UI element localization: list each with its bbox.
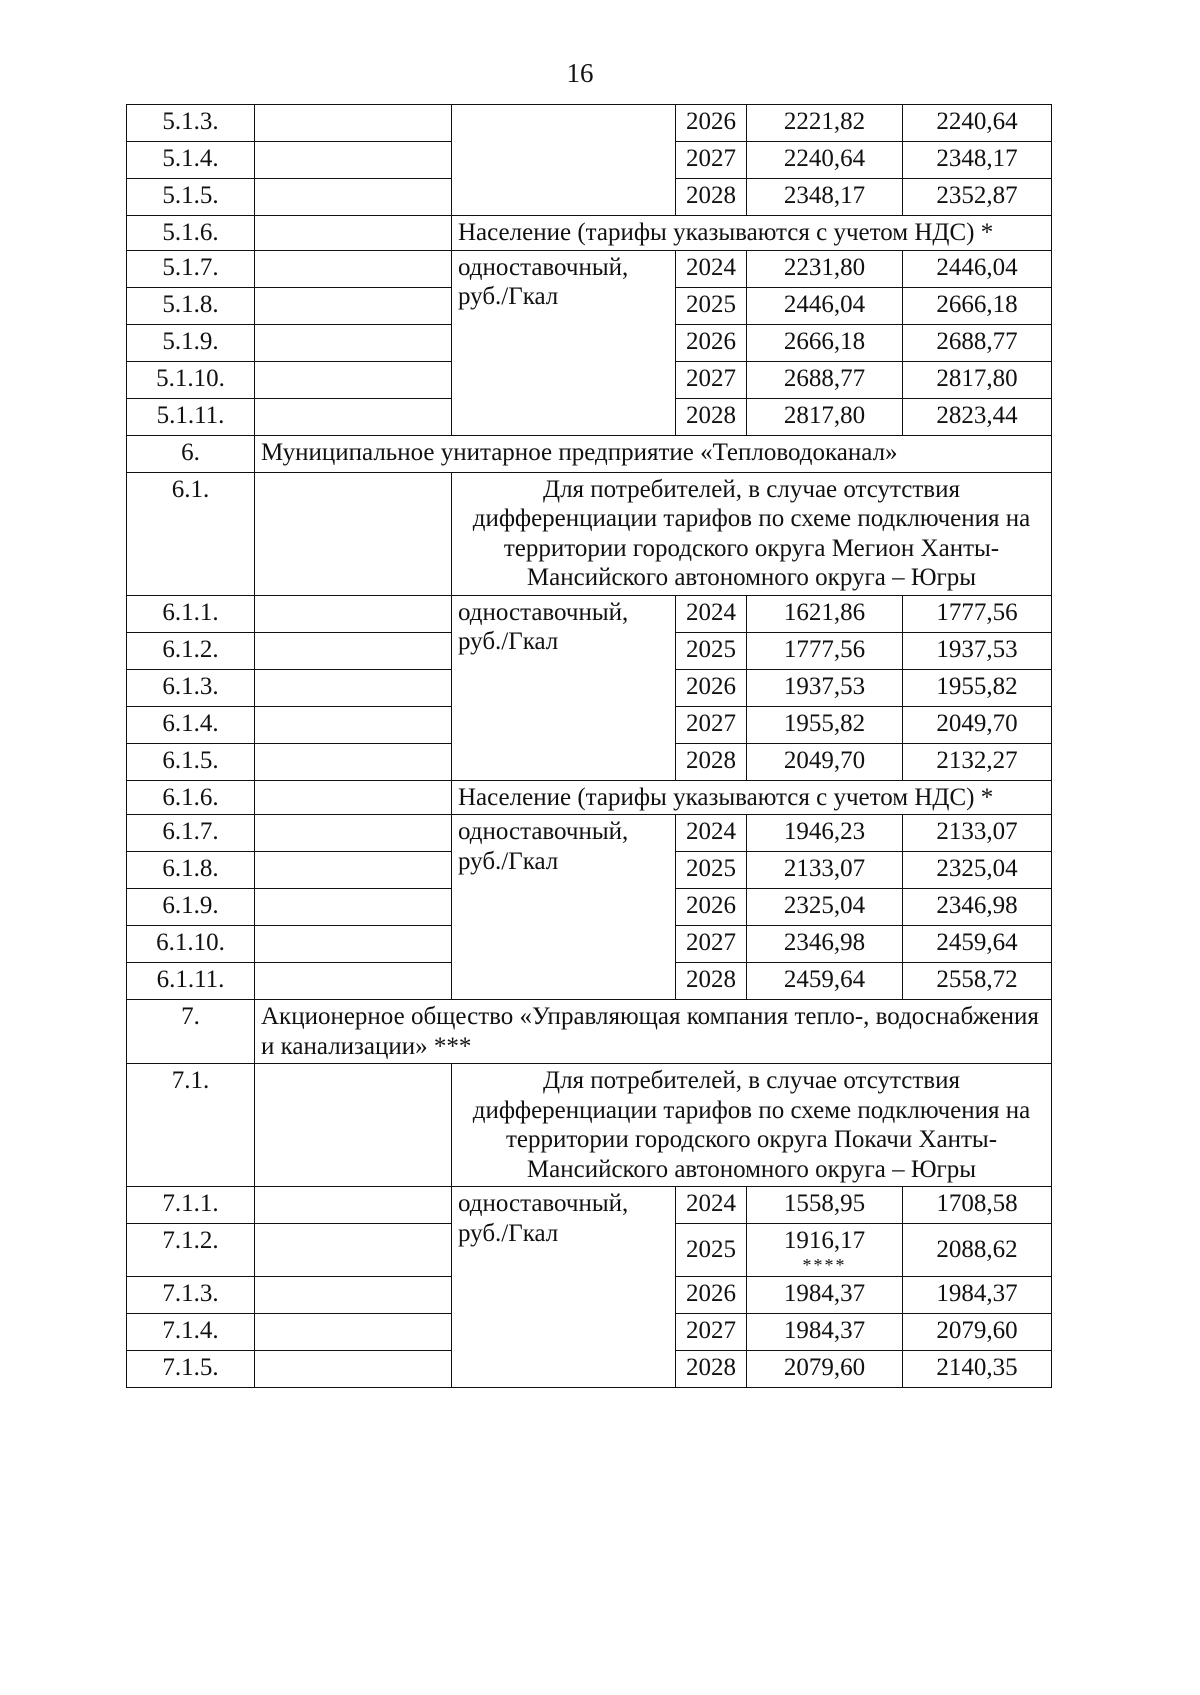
- table-row: [127, 472, 1052, 595]
- tariff-value-h2: 2049,70: [903, 706, 1052, 743]
- table-row: [127, 435, 1052, 472]
- row-number: 5.1.11.: [127, 398, 255, 435]
- category-description: Население (тарифы указываются с учетом НДС) *: [452, 216, 1052, 251]
- tariff-value-h1: 2446,04: [747, 287, 903, 324]
- tariff-value-h1: 2688,77: [747, 361, 903, 398]
- row-number: 6.1.11.: [127, 963, 255, 1000]
- tariff-value-h2: 2132,27: [903, 743, 1052, 780]
- empty-cell: [255, 926, 452, 963]
- empty-cell: [255, 852, 452, 889]
- empty-cell: [255, 1350, 452, 1387]
- year-cell: 2024: [676, 815, 747, 852]
- empty-cell: [255, 179, 452, 216]
- tariff-value-h2: 1708,58: [903, 1187, 1052, 1224]
- tariff-value-h2: 2140,35: [903, 1350, 1052, 1387]
- year-cell: 2027: [676, 926, 747, 963]
- empty-cell: [255, 1064, 452, 1187]
- empty-cell: [255, 1224, 452, 1277]
- row-number: 6.1.6.: [127, 780, 255, 815]
- row-number: 7.1.5.: [127, 1350, 255, 1387]
- tariff-value-h1-with-note: [747, 1224, 903, 1277]
- year-cell: 2026: [676, 1276, 747, 1313]
- year-cell: 2028: [676, 963, 747, 1000]
- row-number: 5.1.8.: [127, 287, 255, 324]
- tariff-value-h1: 2817,80: [747, 398, 903, 435]
- tariff-value-h2: 2079,60: [903, 1313, 1052, 1350]
- tariff-value-h1: 2133,07: [747, 852, 903, 889]
- tariff-value-h1: 2325,04: [747, 889, 903, 926]
- unit-label: одноставочный, руб./Гкал: [452, 595, 676, 780]
- year-cell: 2025: [676, 1224, 747, 1277]
- table-row: [127, 1000, 1052, 1064]
- empty-cell: [255, 780, 452, 815]
- empty-cell: [255, 963, 452, 1000]
- empty-cell: [255, 142, 452, 179]
- year-cell: 2028: [676, 398, 747, 435]
- tariff-value-h1: 2346,98: [747, 926, 903, 963]
- consumer-description: Для потребителей, в случае отсутствия дифференциации тарифов по схеме подключения на территории городского округа Покачи Ханты-Мансийского автономного округа – Югры: [452, 1064, 1052, 1187]
- row-number: 5.1.5.: [127, 179, 255, 216]
- empty-cell: [255, 1313, 452, 1350]
- year-cell: 2028: [676, 1350, 747, 1387]
- tariff-value-h1: 1558,95: [747, 1187, 903, 1224]
- table-row: [127, 250, 1052, 287]
- empty-cell: [255, 361, 452, 398]
- tariff-value-h2: 2325,04: [903, 852, 1052, 889]
- year-cell: 2028: [676, 743, 747, 780]
- empty-cell: [255, 324, 452, 361]
- row-number: 6.: [127, 435, 255, 472]
- tariff-value-h2: 1777,56: [903, 595, 1052, 632]
- tariff-value-h1: 2459,64: [747, 963, 903, 1000]
- row-number: 7.1.2.: [127, 1224, 255, 1277]
- empty-cell: [255, 250, 452, 287]
- tariff-value-h2: 2088,62: [903, 1224, 1052, 1277]
- row-number: 6.1.4.: [127, 706, 255, 743]
- row-number: 5.1.6.: [127, 216, 255, 251]
- year-cell: 2025: [676, 632, 747, 669]
- table-row: [127, 216, 1052, 251]
- table-row: [127, 1064, 1052, 1187]
- tariff-value-h1: 2666,18: [747, 324, 903, 361]
- page-number: 16: [566, 58, 594, 88]
- empty-cell: [255, 889, 452, 926]
- empty-cell: [255, 287, 452, 324]
- row-number: 7.1.1.: [127, 1187, 255, 1224]
- year-cell: 2025: [676, 287, 747, 324]
- empty-cell: [452, 105, 676, 216]
- empty-cell: [255, 632, 452, 669]
- year-cell: 2027: [676, 706, 747, 743]
- tariff-value-h2: 2133,07: [903, 815, 1052, 852]
- year-cell: 2027: [676, 361, 747, 398]
- year-cell: 2024: [676, 595, 747, 632]
- tariff-table: [126, 104, 1052, 1388]
- row-number: 5.1.3.: [127, 105, 255, 142]
- tariff-value-h1: 2079,60: [747, 1350, 903, 1387]
- tariff-value-h2: 2688,77: [903, 324, 1052, 361]
- tariff-value-h2: 2352,87: [903, 179, 1052, 216]
- table-row: [127, 815, 1052, 852]
- tariff-value-h1: 1984,37: [747, 1276, 903, 1313]
- row-number: 6.1.2.: [127, 632, 255, 669]
- empty-cell: [255, 1187, 452, 1224]
- empty-cell: [255, 743, 452, 780]
- tariff-value-h2: 2346,98: [903, 889, 1052, 926]
- row-number: 5.1.10.: [127, 361, 255, 398]
- tariff-value-h2: 2558,72: [903, 963, 1052, 1000]
- row-number: 6.1.: [127, 472, 255, 595]
- tariff-value-h1: 1984,37: [747, 1313, 903, 1350]
- empty-cell: [255, 105, 452, 142]
- tariff-value-h2: 2817,80: [903, 361, 1052, 398]
- year-cell: 2028: [676, 179, 747, 216]
- tariff-value-h1: 1937,53: [747, 669, 903, 706]
- table-row: [127, 780, 1052, 815]
- tariff-value-h2: 2459,64: [903, 926, 1052, 963]
- tariff-value-h1: 1955,82: [747, 706, 903, 743]
- empty-cell: [255, 815, 452, 852]
- row-number: 6.1.7.: [127, 815, 255, 852]
- tariff-value-h2: 1984,37: [903, 1276, 1052, 1313]
- tariff-value-h2: 2823,44: [903, 398, 1052, 435]
- tariff-value-h1: 1916,17: [783, 1227, 866, 1254]
- tariff-value-h1: 2221,82: [747, 105, 903, 142]
- row-number: 5.1.7.: [127, 250, 255, 287]
- tariff-value-h1: 1946,23: [747, 815, 903, 852]
- tariff-value-h1: 2231,80: [747, 250, 903, 287]
- year-cell: 2024: [676, 250, 747, 287]
- year-cell: 2026: [676, 889, 747, 926]
- row-number: 7.1.3.: [127, 1276, 255, 1313]
- unit-label: одноставочный, руб./Гкал: [452, 250, 676, 435]
- empty-cell: [255, 398, 452, 435]
- row-number: 6.1.10.: [127, 926, 255, 963]
- empty-cell: [255, 472, 452, 595]
- category-description: Население (тарифы указываются с учетом НДС) *: [452, 780, 1052, 815]
- consumer-description: Для потребителей, в случае отсутствия дифференциации тарифов по схеме подключения на территории городского округа Мегион Ханты-Мансийского автономного округа – Югры: [452, 472, 1052, 595]
- row-number: 5.1.9.: [127, 324, 255, 361]
- row-number: 6.1.3.: [127, 669, 255, 706]
- row-number: 7.1.: [127, 1064, 255, 1187]
- table-row: [127, 105, 1052, 142]
- organization-name: Акционерное общество «Управляющая компания тепло-, водоснабжения и канализации» ***: [255, 1000, 1052, 1064]
- row-number: 6.1.1.: [127, 595, 255, 632]
- tariff-value-h2: 2240,64: [903, 105, 1052, 142]
- tariff-value-h2: 2348,17: [903, 142, 1052, 179]
- year-cell: 2027: [676, 142, 747, 179]
- year-cell: 2025: [676, 852, 747, 889]
- row-number: 6.1.9.: [127, 889, 255, 926]
- empty-cell: [255, 595, 452, 632]
- row-number: 7.1.4.: [127, 1313, 255, 1350]
- tariff-value-h1: 2049,70: [747, 743, 903, 780]
- table-row: [127, 595, 1052, 632]
- tariff-value-h2: 2666,18: [903, 287, 1052, 324]
- empty-cell: [255, 706, 452, 743]
- row-number: 5.1.4.: [127, 142, 255, 179]
- tariff-value-h1: 1777,56: [747, 632, 903, 669]
- year-cell: 2026: [676, 324, 747, 361]
- unit-label: одноставочный, руб./Гкал: [452, 1187, 676, 1388]
- footnote-marker: ****: [802, 1254, 847, 1275]
- tariff-value-h2: 1937,53: [903, 632, 1052, 669]
- unit-label: одноставочный, руб./Гкал: [452, 815, 676, 1000]
- tariff-value-h1: 1621,86: [747, 595, 903, 632]
- tariff-value-h1: 2348,17: [747, 179, 903, 216]
- empty-cell: [255, 669, 452, 706]
- year-cell: 2026: [676, 669, 747, 706]
- empty-cell: [255, 216, 452, 251]
- tariff-value-h2: 1955,82: [903, 669, 1052, 706]
- year-cell: 2026: [676, 105, 747, 142]
- row-number: 6.1.5.: [127, 743, 255, 780]
- empty-cell: [255, 1276, 452, 1313]
- row-number: 7.: [127, 1000, 255, 1064]
- year-cell: 2027: [676, 1313, 747, 1350]
- table-row: [127, 1187, 1052, 1224]
- year-cell: 2024: [676, 1187, 747, 1224]
- tariff-value-h1: 2240,64: [747, 142, 903, 179]
- organization-name: Муниципальное унитарное предприятие «Тепловодоканал»: [255, 435, 1052, 472]
- row-number: 6.1.8.: [127, 852, 255, 889]
- tariff-value-h2: 2446,04: [903, 250, 1052, 287]
